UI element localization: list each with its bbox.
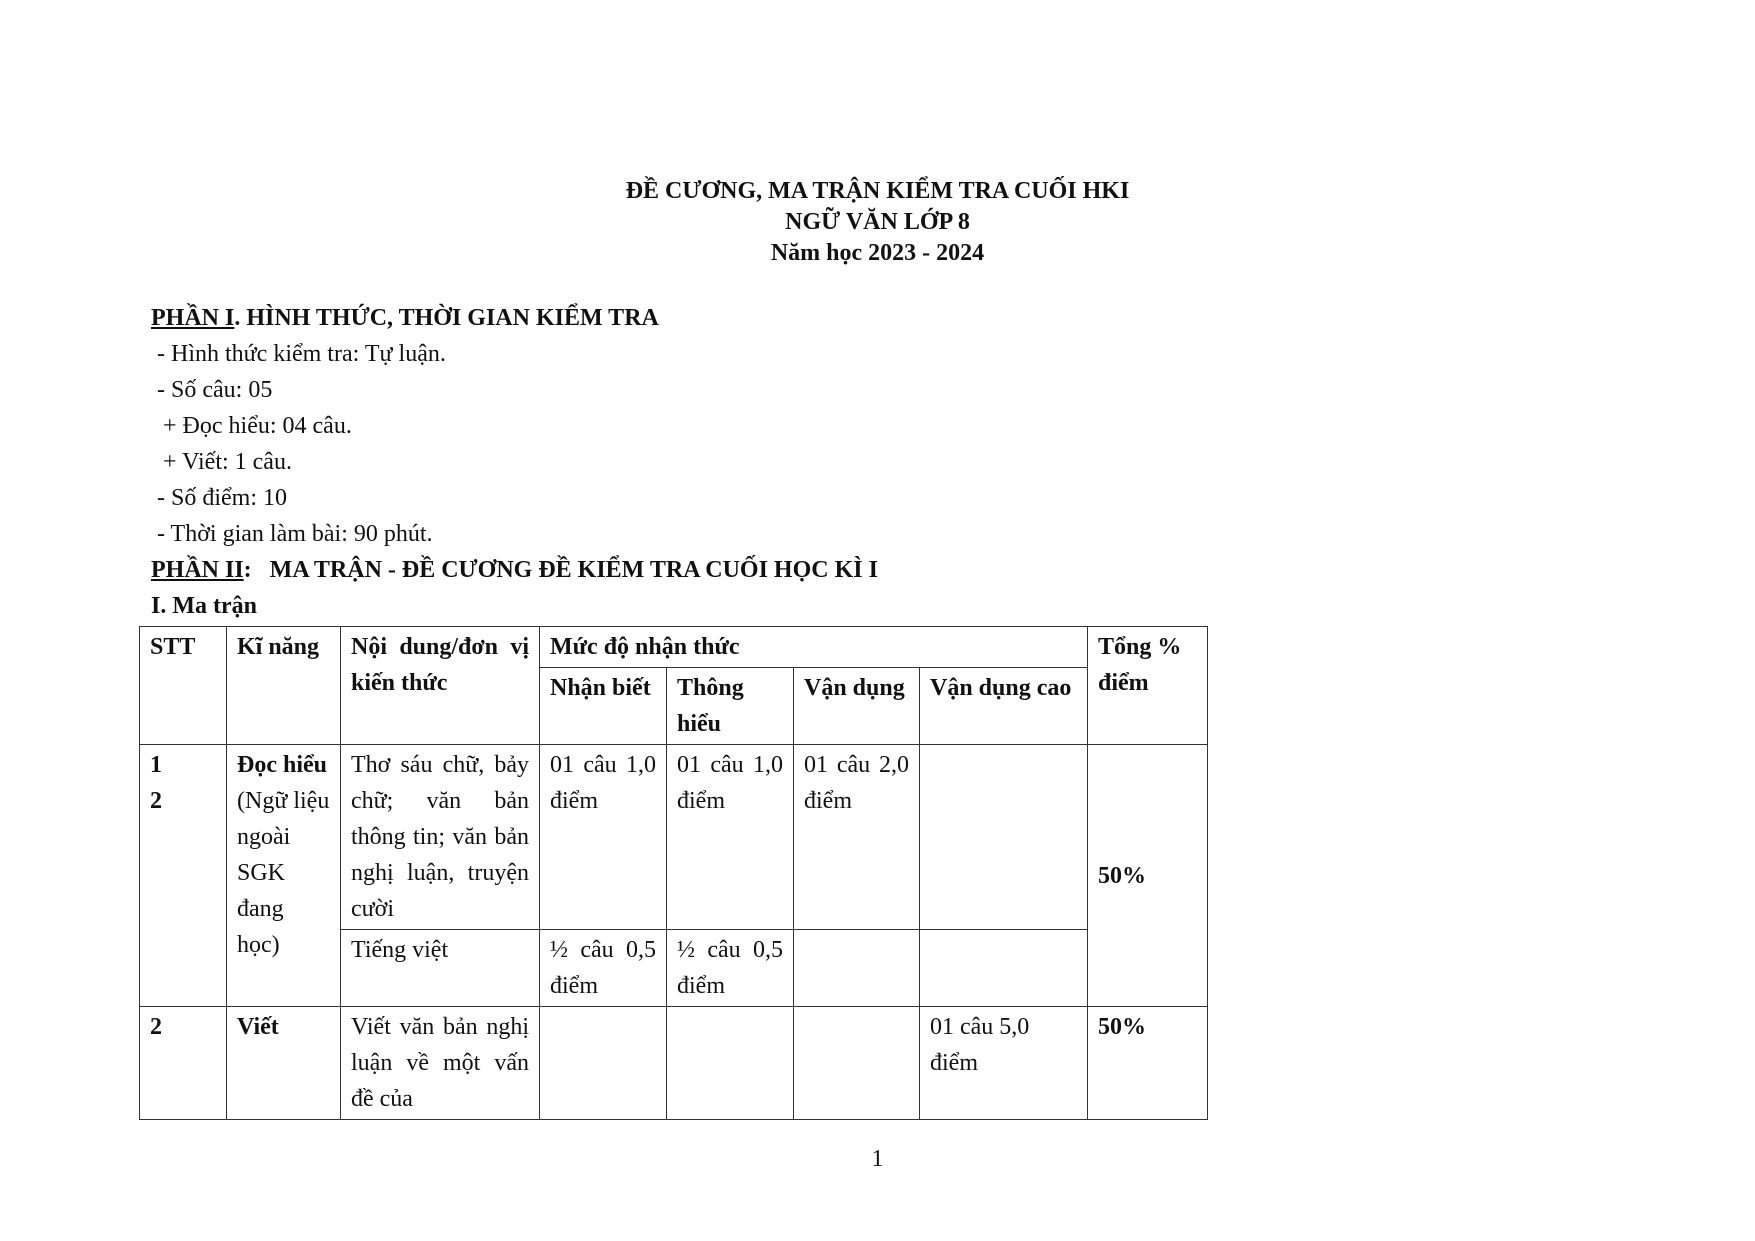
row2-content: Viết văn bản nghị luận về một vấn đề của	[341, 1007, 540, 1120]
row2-apply	[794, 1007, 920, 1120]
part2-heading	[151, 552, 1411, 588]
header-apply: Vận dụng	[794, 668, 920, 745]
header-stt: STT	[140, 627, 227, 745]
list-item: - Số điểm: 10	[157, 485, 287, 511]
row2-skill: Viết	[227, 1007, 341, 1120]
row1b-apply-high	[920, 930, 1088, 1007]
part1-label: PHẦN I	[151, 305, 235, 331]
row1-apply-high	[920, 745, 1088, 930]
list-item: + Viết: 1 câu.	[163, 449, 292, 475]
table-header-row	[140, 627, 1208, 668]
row2-recognize	[540, 1007, 667, 1120]
row1b-recognize: ½ câu 0,5 điểm	[540, 930, 667, 1007]
row2-total: 50%	[1088, 1007, 1208, 1120]
list-item: - Hình thức kiểm tra: Tự luận.	[157, 341, 446, 367]
part1-title: . HÌNH THỨC, THỜI GIAN KIỂM TRA	[234, 305, 659, 331]
matrix-table	[139, 626, 1208, 1120]
part1-heading	[151, 300, 1411, 336]
row1-skill-name: Đọc hiểu	[237, 752, 327, 778]
row1-apply: 01 câu 2,0 điểm	[794, 745, 920, 930]
table-row	[140, 1007, 1208, 1120]
header-apply-high: Vận dụng cao	[920, 668, 1088, 745]
row1-stt: 1 2	[140, 745, 227, 1007]
row1b-apply	[794, 930, 920, 1007]
row1-content: Thơ sáu chữ, bảy chữ; văn bản thông tin; văn bản nghị luận, truyện cười	[341, 745, 540, 930]
list-item: - Số câu: 05	[157, 377, 273, 403]
header-total: Tổng % điểm	[1088, 627, 1208, 745]
header-content: Nội dung/đơn vị kiến thức	[341, 627, 540, 745]
row1b-understand: ½ câu 0,5 điểm	[667, 930, 794, 1007]
row2-understand	[667, 1007, 794, 1120]
header-level: Mức độ nhận thức	[540, 627, 1088, 668]
row1-total: 50%	[1088, 745, 1208, 1007]
table-row	[140, 745, 1208, 930]
part2-label: PHẦN II	[151, 557, 244, 583]
row2-apply-high: 01 câu 5,0 điểm	[920, 1007, 1088, 1120]
document-school-year: Năm học 2023 - 2024	[770, 240, 985, 266]
document-header	[0, 176, 1755, 269]
row1-recognize: 01 câu 1,0 điểm	[540, 745, 667, 930]
row1-understand: 01 câu 1,0 điểm	[667, 745, 794, 930]
document-subject: NGỮ VĂN LỚP 8	[785, 209, 970, 235]
header-understand: Thông hiểu	[667, 668, 794, 745]
part2-title: : MA TRẬN - ĐỀ CƯƠNG ĐỀ KIỂM TRA CUỐI HỌC KÌ I	[243, 557, 878, 583]
document-body	[151, 300, 1411, 624]
page-number: 1	[871, 1146, 884, 1172]
header-recognize: Nhận biết	[540, 668, 667, 745]
row2-stt: 2	[140, 1007, 227, 1120]
document-title: ĐỀ CƯƠNG, MA TRẬN KIỂM TRA CUỐI HKI	[625, 178, 1130, 204]
header-skill: Kĩ năng	[227, 627, 341, 745]
row1-skill	[227, 745, 341, 1007]
row1b-content: Tiếng việt	[341, 930, 540, 1007]
list-item: + Đọc hiểu: 04 câu.	[163, 413, 352, 439]
section1-title: I. Ma trận	[151, 593, 257, 619]
row1-skill-note: (Ngữ liệu ngoài SGK đang học)	[237, 788, 330, 958]
list-item: - Thời gian làm bài: 90 phút.	[157, 521, 433, 547]
